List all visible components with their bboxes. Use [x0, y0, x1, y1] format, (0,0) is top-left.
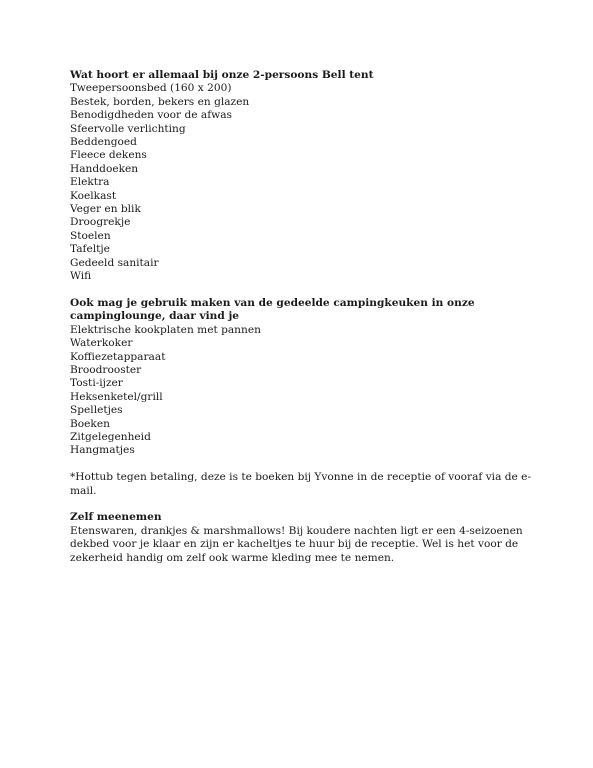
- list-item: Broodrooster: [70, 363, 142, 376]
- list-item: Koelkast: [70, 189, 117, 202]
- list-item: Wifi: [70, 270, 92, 283]
- list-item: Tosti-ijzer: [70, 377, 123, 390]
- list-item: Waterkoker: [70, 337, 133, 350]
- list-item: Sfeervolle verlichting: [70, 122, 186, 135]
- list-item: Zitgelegenheid: [70, 430, 151, 443]
- list-item: Stoelen: [70, 229, 111, 242]
- list-item: Koffiezetapparaat: [70, 350, 166, 363]
- bring-yourself-text: Etenswaren, drankjes & marshmallows! Bij koudere nachten ligt er een 4-seizoenen dekbed voor je klaar en zijn er kacheltjes te huur bij de receptie. Wel is het voor de zekerheid handig om zelf ook warme kleding mee te nemen.: [70, 524, 523, 564]
- list-item: Boeken: [70, 417, 110, 430]
- spacer: [70, 458, 540, 471]
- list-item: Bestek, borden, bekers en glazen: [70, 95, 250, 108]
- list-item: Elektrische kookplaten met pannen: [70, 323, 261, 336]
- list-item: Benodigdheden voor de afwas: [70, 109, 232, 122]
- document-page: [70, 69, 540, 565]
- list-item: Veger en blik: [70, 203, 141, 216]
- list-item: Droogrekje: [70, 216, 131, 229]
- list-item: Tafeltje: [70, 243, 110, 256]
- section-heading-shared-kitchen: Ook mag je gebruik maken van de gedeelde campingkeuken in onze campinglounge, daar vind je: [70, 296, 475, 323]
- list-item: Handdoeken: [70, 162, 139, 175]
- list-item: Beddengoed: [70, 136, 137, 149]
- list-item: Heksenketel/grill: [70, 390, 163, 403]
- list-item: Fleece dekens: [70, 149, 147, 162]
- list-item: Gedeeld sanitair: [70, 256, 159, 269]
- list-item: Elektra: [70, 176, 110, 189]
- section-heading-tent-contents: Wat hoort er allemaal bij onze 2-persoons Bell tent: [70, 69, 374, 81]
- spacer: [70, 498, 540, 511]
- shared-kitchen-list: [70, 324, 540, 458]
- list-item: Spelletjes: [70, 404, 123, 417]
- list-item: Tweepersoonsbed (160 x 200): [70, 82, 232, 95]
- spacer: [70, 284, 540, 297]
- tent-contents-list: [70, 82, 540, 283]
- list-item: Hangmatjes: [70, 444, 135, 457]
- section-heading-bring-yourself: Zelf meenemen: [70, 511, 162, 524]
- hottub-note: *Hottub tegen betaling, deze is te boeken bij Yvonne in de receptie of vooraf via de e-mail.: [70, 471, 532, 497]
